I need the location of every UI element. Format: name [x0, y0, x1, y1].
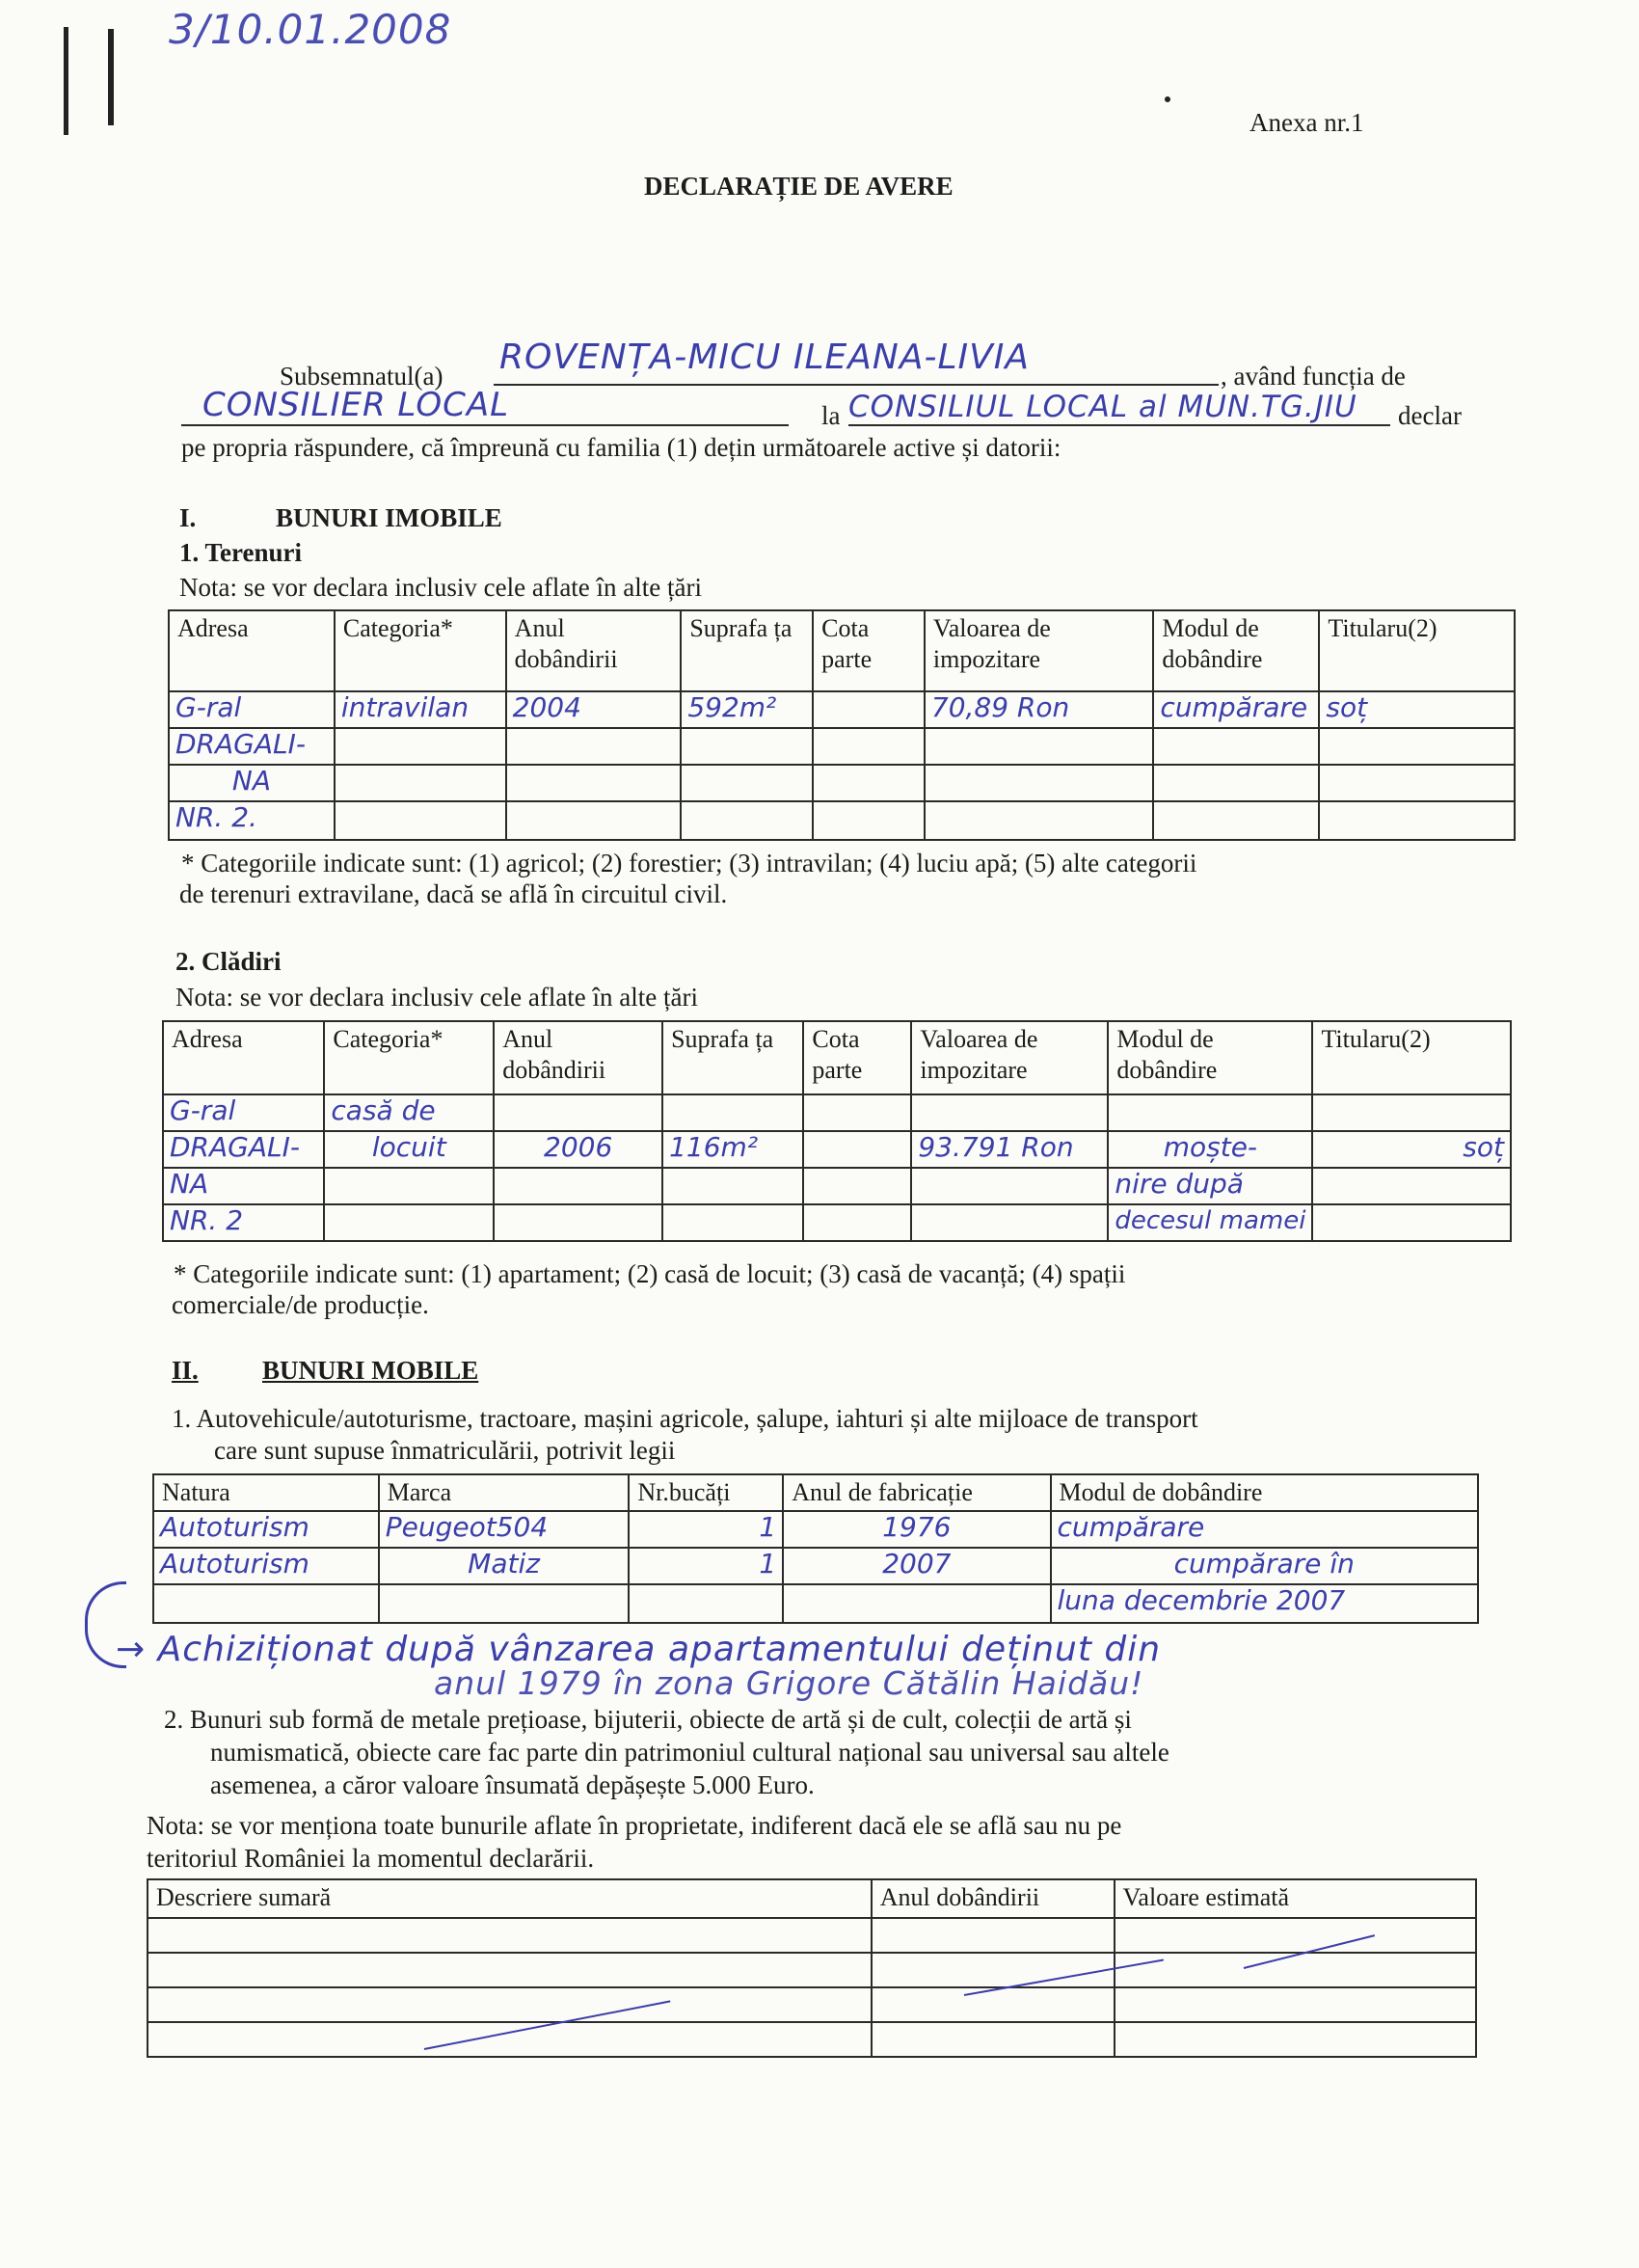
valuables-header-value: Valoare estimată [1115, 1879, 1476, 1918]
annex-label: Anexa nr.1 [1249, 108, 1364, 137]
land-header-tax-value: Valoarea de impozitare [925, 610, 1154, 691]
name-underline [494, 384, 1219, 386]
buildings-row-2-address: DRAGALI- [163, 1131, 324, 1168]
buildings-header-category: Categoria* [324, 1021, 494, 1094]
buildings-footnote-1: * Categoriile indicate sunt: (1) apartament; (2) casă de locuit; (3) casă de vacanță; (4) spații [174, 1259, 1126, 1288]
section-1-title: BUNURI IMOBILE [276, 503, 502, 532]
institution-underline [848, 424, 1390, 426]
intro-label-function: , având funcția de [1221, 362, 1406, 391]
land-header-acquisition: Modul de dobândire [1153, 610, 1319, 691]
buildings-row-4-address: NR. 2 [163, 1204, 324, 1241]
land-header-year: Anul dobândirii [506, 610, 682, 691]
vehicle-2-year: 2007 [783, 1548, 1050, 1584]
buildings-row-2-acquisition: moște- [1108, 1131, 1312, 1168]
section-1-number: I. [179, 503, 197, 532]
intro-label-at: la [821, 401, 841, 430]
land-row-1-acquisition: cumpărare [1153, 691, 1319, 728]
vehicle-2-nature: Autoturism [153, 1548, 379, 1584]
valuables-text-1: 2. Bunuri sub formă de metale prețioase, bijuterii, obiecte de artă și de cult, colecții de artă și [164, 1705, 1132, 1734]
land-row-1-owner: soț [1319, 691, 1515, 728]
land-row-1-area: 592m² [681, 691, 813, 728]
vehicle-annotation-line-2: anul 1979 în zona Grigore Cătălin Haidău! [434, 1664, 1144, 1702]
land-row-1-year: 2004 [506, 691, 682, 728]
land-header-category: Categoria* [335, 610, 506, 691]
land-row-1-category: intravilan [335, 691, 506, 728]
land-header-area: Suprafa ța [681, 610, 813, 691]
valuables-header-year: Anul dobândirii [872, 1879, 1115, 1918]
vehicle-2-acquisition-cont: luna decembrie 2007 [1051, 1584, 1478, 1623]
vehicle-annotation-line-1: → Achiziționat după vânzarea apartamentului deținut din [116, 1630, 1162, 1669]
scan-mark [64, 27, 68, 135]
land-row-1-address: G-ral [169, 691, 335, 728]
land-header-owner: Titularu(2) [1319, 610, 1515, 691]
land-header-address: Adresa [169, 610, 335, 691]
buildings-header-owner: Titularu(2) [1312, 1021, 1511, 1094]
land-footnote-2: de terenuri extravilane, dacă se află în circuitul civil. [179, 879, 728, 908]
buildings-row-1-address: G-ral [163, 1094, 324, 1131]
buildings-header-year: Anul dobândirii [494, 1021, 662, 1094]
buildings-table [162, 1020, 1512, 1242]
land-heading: 1. Terenuri [179, 538, 303, 567]
buildings-footnote-2: comerciale/de producție. [172, 1290, 429, 1319]
declarant-function: CONSILIER LOCAL [202, 386, 510, 424]
land-row-2-address: DRAGALI- [169, 728, 335, 765]
scan-mark [108, 29, 114, 125]
function-underline [181, 424, 789, 426]
land-row-3-address: NA [169, 765, 335, 801]
buildings-heading: 2. Clădiri [175, 947, 282, 976]
land-row-4-address: NR. 2. [169, 801, 335, 840]
vehicle-2-count: 1 [629, 1548, 783, 1584]
valuables-text-2: numismatică, obiecte care fac parte din patrimoniul cultural național sau universal sau altele [210, 1738, 1169, 1767]
valuables-note-2: teritoriul României la momentul declarării. [147, 1844, 595, 1873]
vehicle-2-acquisition: cumpărare în [1051, 1548, 1478, 1584]
vehicle-1-count: 1 [629, 1511, 783, 1548]
buildings-row-2-area: 116m² [662, 1131, 803, 1168]
land-row-1-share [813, 691, 925, 728]
document-title: DECLARAȚIE DE AVERE [644, 172, 954, 201]
vehicles-table [152, 1473, 1479, 1624]
vehicles-header-nature: Natura [153, 1474, 379, 1511]
land-note: Nota: se vor declara inclusiv cele aflate în alte țări [179, 573, 702, 602]
section-2-title: BUNURI MOBILE [262, 1356, 479, 1385]
vehicle-1-nature: Autoturism [153, 1511, 379, 1548]
buildings-header-share: Cota parte [803, 1021, 911, 1094]
vehicles-header-year: Anul de fabricație [783, 1474, 1050, 1511]
registration-stamp: 3/10.01.2008 [169, 6, 452, 53]
buildings-row-3-address: NA [163, 1168, 324, 1204]
intro-label-name: Subsemnatul(a) [280, 362, 443, 391]
intro-line-3: pe propria răspundere, că împreună cu familia (1) dețin următoarele active și datorii: [181, 433, 1061, 462]
valuables-table [147, 1878, 1477, 2058]
land-footnote-1: * Categoriile indicate sunt: (1) agricol; (2) forestier; (3) intravilan; (4) luciu apă; (5) alte categorii [181, 849, 1197, 878]
section-2-number: II. [172, 1356, 199, 1385]
intro-label-declare: declar [1398, 401, 1462, 430]
buildings-note: Nota: se vor declara inclusiv cele aflate în alte țări [175, 983, 698, 1012]
scan-mark [1165, 96, 1170, 102]
vehicle-1-year: 1976 [783, 1511, 1050, 1548]
buildings-row-2-year: 2006 [494, 1131, 662, 1168]
land-row-1-tax-value: 70,89 Ron [925, 691, 1154, 728]
buildings-row-4-acquisition: decesul mamei [1108, 1204, 1312, 1241]
vehicle-1-acquisition: cumpărare [1051, 1511, 1478, 1548]
institution-name: CONSILIUL LOCAL al MUN.TG.JIU [848, 390, 1357, 424]
buildings-row-2-tax-value: 93.791 Ron [911, 1131, 1108, 1168]
buildings-header-area: Suprafa ța [662, 1021, 803, 1094]
vehicle-1-brand: Peugeot504 [379, 1511, 630, 1548]
buildings-row-2-owner: soț [1312, 1131, 1511, 1168]
valuables-header-description: Descriere sumară [148, 1879, 872, 1918]
buildings-row-1-category: casă de [324, 1094, 494, 1131]
land-table [168, 609, 1516, 841]
declarant-name: ROVENȚA-MICU ILEANA-LIVIA [499, 338, 1031, 377]
vehicles-header-acquisition: Modul de dobândire [1051, 1474, 1478, 1511]
vehicles-header-count: Nr.bucăți [629, 1474, 783, 1511]
buildings-header-tax-value: Valoarea de impozitare [911, 1021, 1108, 1094]
vehicle-2-brand: Matiz [379, 1548, 630, 1584]
valuables-text-3: asemenea, a căror valoare însumată depășește 5.000 Euro. [210, 1770, 815, 1799]
land-header-share: Cota parte [813, 610, 925, 691]
buildings-row-3-acquisition: nire după [1108, 1168, 1312, 1204]
buildings-header-address: Adresa [163, 1021, 324, 1094]
vehicles-header-brand: Marca [379, 1474, 630, 1511]
vehicles-text-1: 1. Autovehicule/autoturisme, tractoare, mașini agricole, șalupe, iahturi și alte mijloace de transport [172, 1404, 1198, 1433]
vehicles-text-2: care sunt supuse înmatriculării, potrivit legii [214, 1436, 676, 1465]
valuables-note-1: Nota: se vor menționa toate bunurile aflate în proprietate, indiferent dacă ele se află sau nu pe [147, 1811, 1122, 1840]
buildings-header-acquisition: Modul de dobândire [1108, 1021, 1312, 1094]
buildings-row-2-category: locuit [324, 1131, 494, 1168]
